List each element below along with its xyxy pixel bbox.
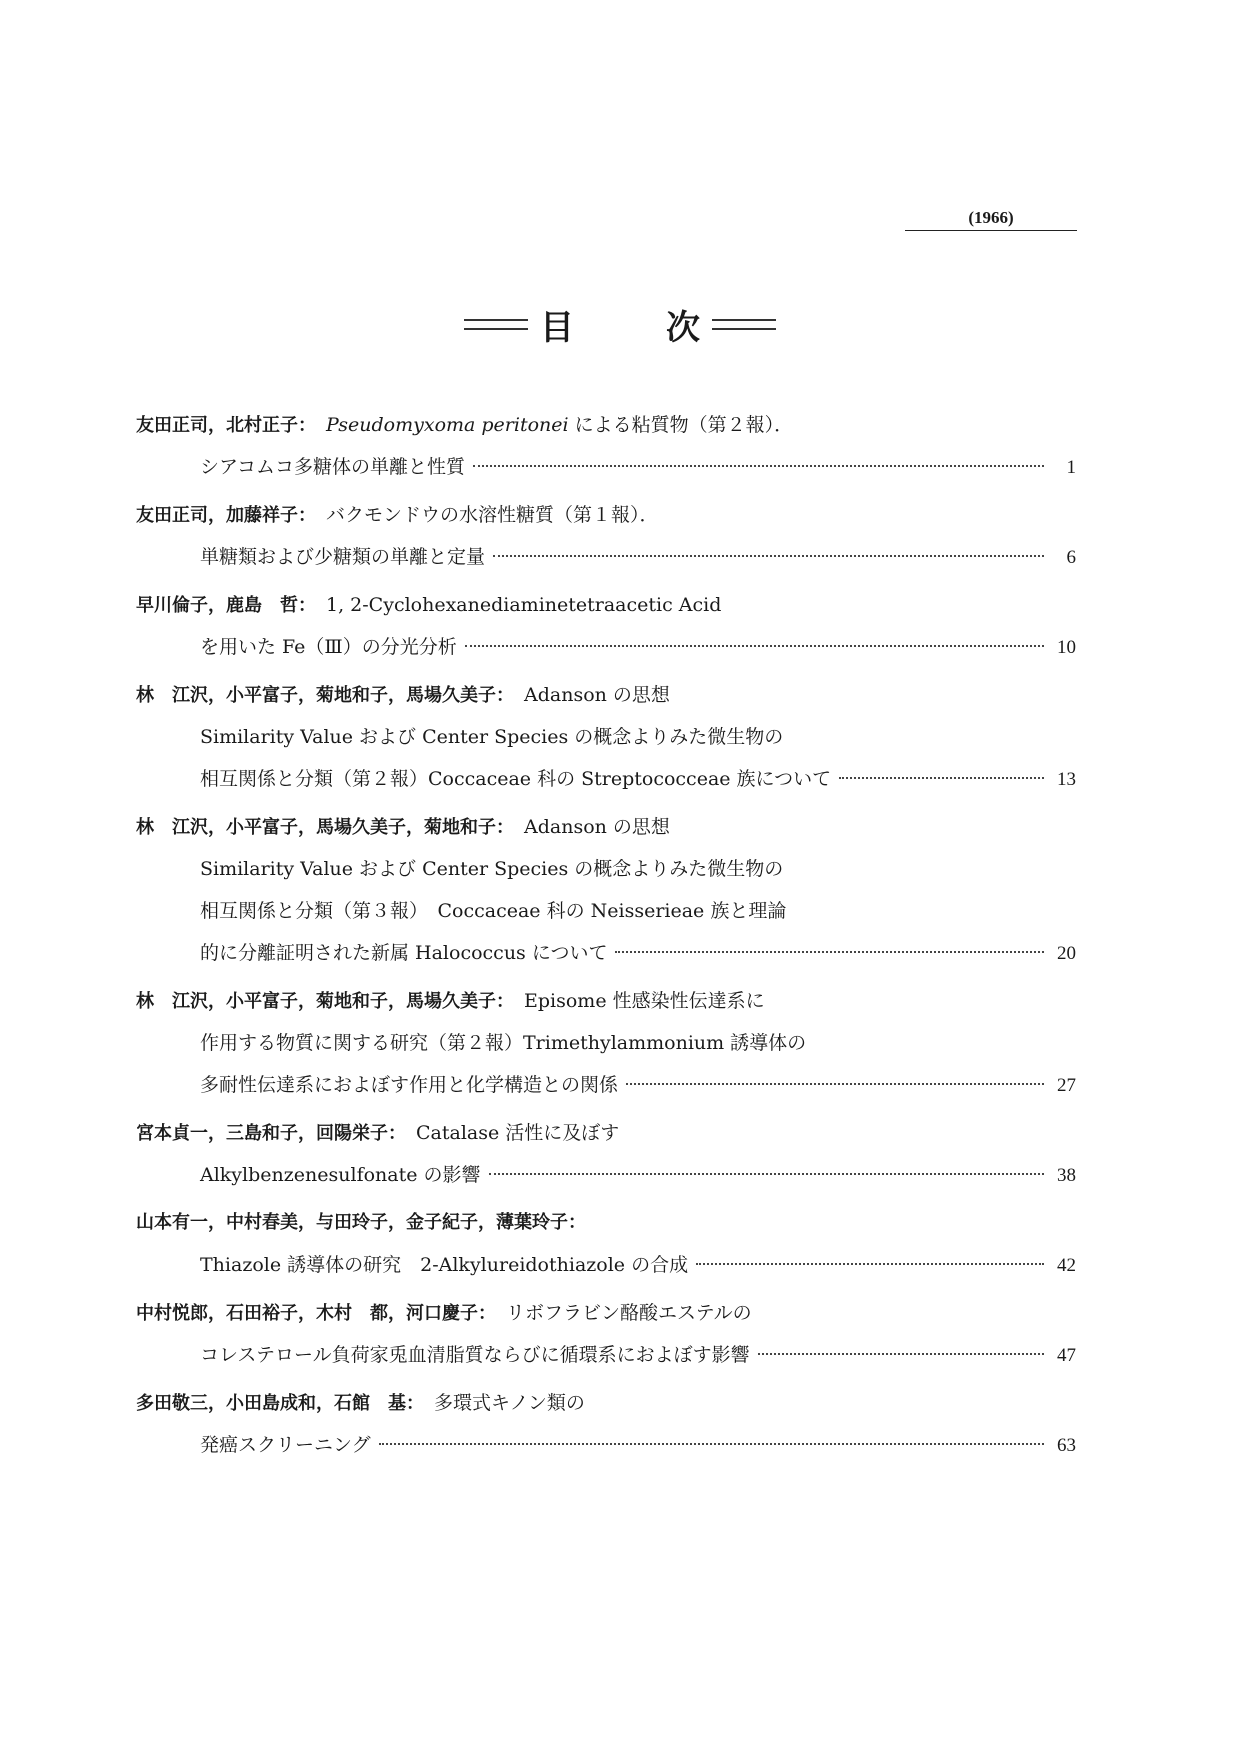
toc-line <box>136 584 1076 626</box>
toc-line <box>136 758 1076 800</box>
entry-title-text: バクモンドウの水溶性糖質（第１報）． <box>326 504 659 526</box>
page-number: 42 <box>1057 1255 1076 1276</box>
toc-entry <box>136 1382 1076 1472</box>
entry-authors: 林 江沢，小平富子，馬場久美子，菊地和子： <box>136 817 514 838</box>
entry-title-text: Thiazole 誘導体の研究 2-Alkylureidothiazole の合成 <box>200 1254 689 1276</box>
entry-authors: 友田正司，北村正子： <box>136 415 316 436</box>
entry-title-text: リボフラビン酪酸エステルの <box>506 1302 752 1324</box>
toc-entry <box>136 494 1076 584</box>
dot-leader <box>473 464 1044 467</box>
entry-title-text: を用いた Fe（Ⅲ）の分光分析 <box>200 636 457 658</box>
toc-entry <box>136 1292 1076 1382</box>
entry-authors: 多田敬三，小田島成和，石館 基： <box>136 1393 424 1414</box>
entry-title-text: 単糖類および少糖類の単離と定量 <box>200 546 486 568</box>
toc-line <box>136 1022 1076 1064</box>
dot-leader <box>379 1442 1044 1445</box>
page-number: 20 <box>1057 943 1076 964</box>
page-title <box>0 300 1240 349</box>
entry-authors: 早川倫子，鹿島 哲： <box>136 595 316 616</box>
toc-entry <box>136 1202 1076 1292</box>
entry-authors: 友田正司，加藤祥子： <box>136 505 316 526</box>
entry-authors: 林 江沢，小平富子，菊地和子，馬場久美子： <box>136 685 514 706</box>
toc-line <box>136 1334 1076 1376</box>
title-char-right: 次 <box>666 308 700 348</box>
toc-entry <box>136 584 1076 674</box>
entry-title-text: コレステロール負荷家兎血清脂質ならびに循環系におよぼす影響 <box>200 1344 750 1366</box>
dot-leader <box>465 644 1044 647</box>
toc-line <box>136 536 1076 578</box>
entry-authors: 林 江沢，小平富子，菊地和子，馬場久美子： <box>136 991 514 1012</box>
entry-title-text: 作用する物質に関する研究（第２報）Trimethylammonium 誘導体の <box>200 1032 807 1054</box>
toc-entry <box>136 674 1076 806</box>
page-number: 10 <box>1057 637 1076 658</box>
toc-line <box>136 446 1076 488</box>
entry-title-text: 相互関係と分類（第３報） Coccaceae 科の Neisserieae 族と理論 <box>200 900 787 922</box>
dot-leader <box>758 1352 1044 1355</box>
entry-title-text: Adanson の思想 <box>524 684 670 706</box>
toc-line <box>136 1064 1076 1106</box>
toc-line <box>136 806 1076 848</box>
toc-line <box>136 848 1076 890</box>
page-number: 63 <box>1057 1435 1076 1456</box>
toc-line <box>136 1244 1076 1286</box>
entry-title-text: 1, 2-Cyclohexanediaminetetraacetic Acid <box>326 594 722 616</box>
entry-title-text: 発癌スクリーニング <box>200 1434 371 1456</box>
entry-authors: 宮本貞一，三島和子，回陽栄子： <box>136 1123 406 1144</box>
toc-line <box>136 626 1076 668</box>
toc-line <box>136 674 1076 716</box>
entry-title-text: による粘質物（第２報）． <box>574 414 794 436</box>
toc-line <box>136 980 1076 1022</box>
title-rule-left <box>464 319 528 330</box>
toc-line <box>136 1154 1076 1196</box>
table-of-contents <box>136 404 1076 1472</box>
entry-title-text: Catalase 活性に及ぼす <box>416 1122 620 1144</box>
entry-title-text: Adanson の思想 <box>524 816 670 838</box>
page-number: 38 <box>1057 1165 1076 1186</box>
toc-line <box>136 1424 1076 1466</box>
toc-entry <box>136 806 1076 980</box>
dot-leader <box>615 950 1044 953</box>
entry-title-text: Alkylbenzenesulfonate の影響 <box>200 1164 481 1186</box>
entry-title-text: 相互関係と分類（第２報）Coccaceae 科の Streptococceae 族について <box>200 768 832 790</box>
dot-leader <box>489 1172 1044 1175</box>
toc-line <box>136 404 1076 446</box>
toc-line <box>136 1292 1076 1334</box>
toc-line <box>136 716 1076 758</box>
entry-title-text: 的に分離証明された新属 Halococcus について <box>200 942 608 964</box>
entry-title-text: Episome 性感染性伝達系に <box>524 990 765 1012</box>
entry-title-text: Similarity Value および Center Species の概念よりみた微生物の <box>200 858 784 880</box>
title-rule-right <box>712 319 776 330</box>
entry-title-text: Similarity Value および Center Species の概念よりみた微生物の <box>200 726 784 748</box>
entry-authors: 山本有一，中村春美，与田玲子，金子紀子，薄葉玲子： <box>136 1212 586 1233</box>
entry-authors: 中村悦郎，石田裕子，木村 都，河口慶子： <box>136 1303 496 1324</box>
toc-line <box>136 494 1076 536</box>
page-number: 27 <box>1057 1075 1076 1096</box>
page-number: 47 <box>1057 1345 1076 1366</box>
dot-leader <box>493 554 1044 557</box>
page-number: 6 <box>1066 547 1076 568</box>
year-label: (1966) <box>905 208 1077 231</box>
page-number: 13 <box>1057 769 1076 790</box>
toc-line <box>136 1202 1076 1244</box>
entry-title-text: 多環式キノン類の <box>434 1392 585 1414</box>
toc-entry <box>136 1112 1076 1202</box>
dot-leader <box>839 776 1044 779</box>
title-char-left: 目 <box>540 308 574 348</box>
toc-entry <box>136 980 1076 1112</box>
toc-entry <box>136 404 1076 494</box>
toc-line <box>136 1112 1076 1154</box>
entry-italic-term: Pseudomyxoma peritonei <box>326 414 569 436</box>
toc-line <box>136 890 1076 932</box>
entry-title-text: シアコムコ多糖体の単離と性質 <box>200 456 466 478</box>
entry-title-text: 多耐性伝達系におよぼす作用と化学構造との関係 <box>200 1074 619 1096</box>
toc-line <box>136 932 1076 974</box>
toc-line <box>136 1382 1076 1424</box>
page-number: 1 <box>1066 457 1076 478</box>
dot-leader <box>696 1262 1044 1265</box>
dot-leader <box>626 1082 1044 1085</box>
